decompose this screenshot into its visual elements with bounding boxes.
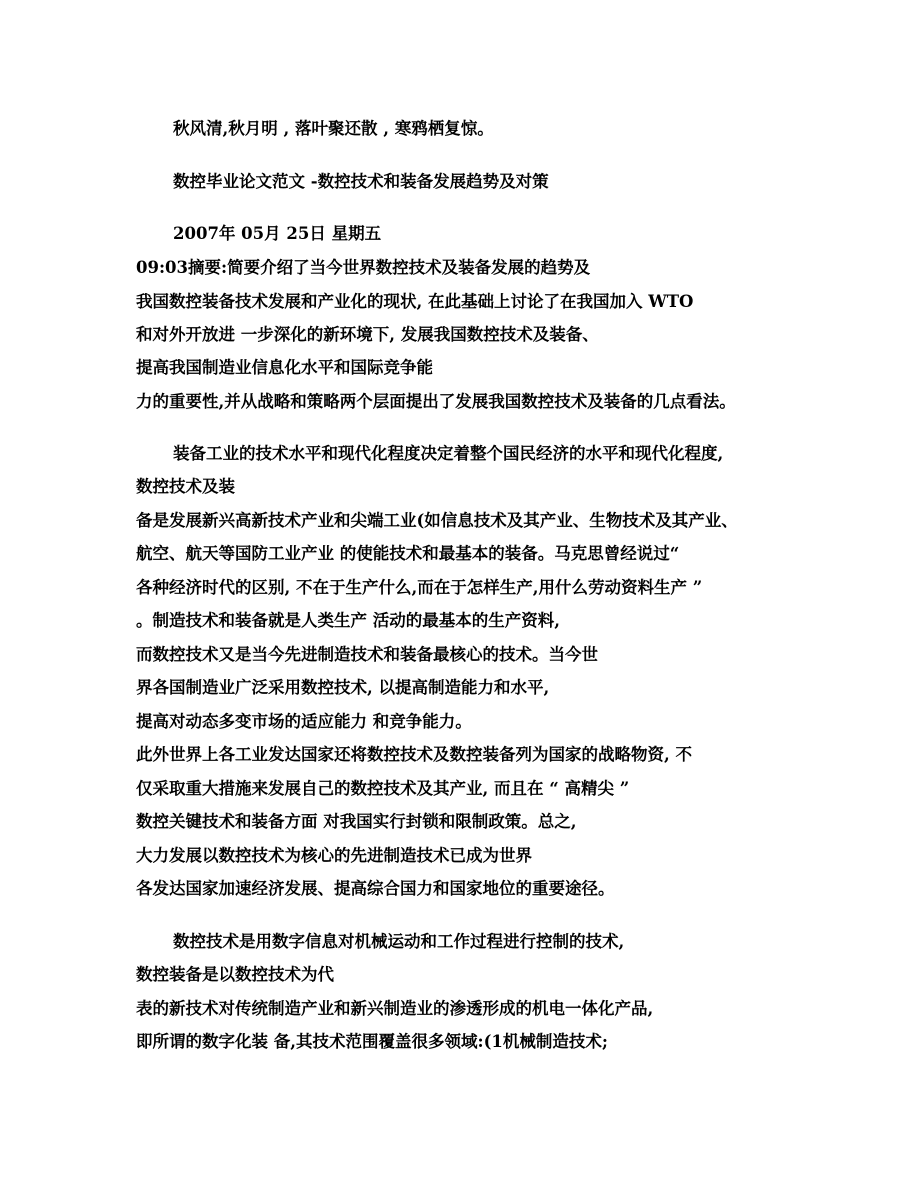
text-line: 数控技术是用数字信息对机械运动和工作过程进行控制的技术,: [173, 932, 625, 951]
text-line: 装备工业的技术水平和现代化程度决定着整个国民经济的水平和现代化程度,: [173, 444, 724, 463]
document-title: 数控毕业论文范文 -数控技术和装备发展趋势及对策: [173, 172, 549, 191]
text-line: 界各国制造业广泛采用数控技术, 以提高制造能力和水平,: [136, 678, 550, 697]
text-line: 各种经济时代的区别, 不在于生产什么,而在于怎样生产,用什么劳动资料生产 ”: [136, 578, 703, 597]
text-line: 提高我国制造业信息化水平和国际竞争能: [136, 358, 433, 377]
text-line: 而数控技术又是当今先进制造技术和装备最核心的技术。当今世: [136, 645, 598, 664]
text-line: 09:03摘要:简要介绍了当今世界数控技术及装备发展的趋势及: [136, 258, 591, 277]
text-line: 仅采取重大措施来发展自己的数控技术及其产业, 而且在 “ 高精尖 ”: [136, 779, 630, 798]
text-line: 表的新技术对传统制造产业和新兴制造业的渗透形成的机电一体化产品,: [136, 999, 654, 1018]
text-line: 备是发展新兴高新技术产业和尖端工业(如信息技术及其产业、生物技术及其产业、: [136, 511, 738, 530]
text-line: 数控技术及装: [136, 477, 235, 496]
text-line: 提高对动态多变市场的适应能力 和竞争能力。: [136, 712, 472, 731]
text-line: 秋风清,秋月明 , 落叶聚还散 , 寒鸦栖复惊。: [173, 119, 494, 138]
text-line: 此外世界上各工业发达国家还将数控技术及数控装备列为国家的战略物资, 不: [136, 745, 692, 764]
text-line: 和对外开放进 一步深化的新环境下, 发展我国数控技术及装备、: [136, 325, 599, 344]
text-line: 。制造技术和装备就是人类生产 活动的最基本的生产资料,: [136, 611, 560, 630]
text-line: 大力发展以数控技术为核心的先进制造技术已成为世界: [136, 846, 532, 865]
text-line: 力的重要性,并从战略和策略两个层面提出了发展我国数控技术及装备的几点看法。: [136, 392, 736, 411]
text-line: 航空、航天等国防工业产业 的使能技术和最基本的装备。马克思曾经说过“: [136, 544, 680, 563]
text-line: 即所谓的数字化装 备,其技术范围覆盖很多领域:(1机械制造技术;: [136, 1032, 608, 1051]
date-line: 2007年 05月 25日 星期五: [173, 224, 382, 243]
text-line: 各发达国家加速经济发展、提高综合国力和国家地位的重要途径。: [136, 879, 615, 898]
text-line: 数控装备是以数控技术为代: [136, 965, 334, 984]
text-line: 数控关键技术和装备方面 对我国实行封锁和限制政策。总之,: [136, 812, 577, 831]
text-line: 我国数控装备技术发展和产业化的现状, 在此基础上讨论了在我国加入 WTO: [136, 292, 694, 311]
